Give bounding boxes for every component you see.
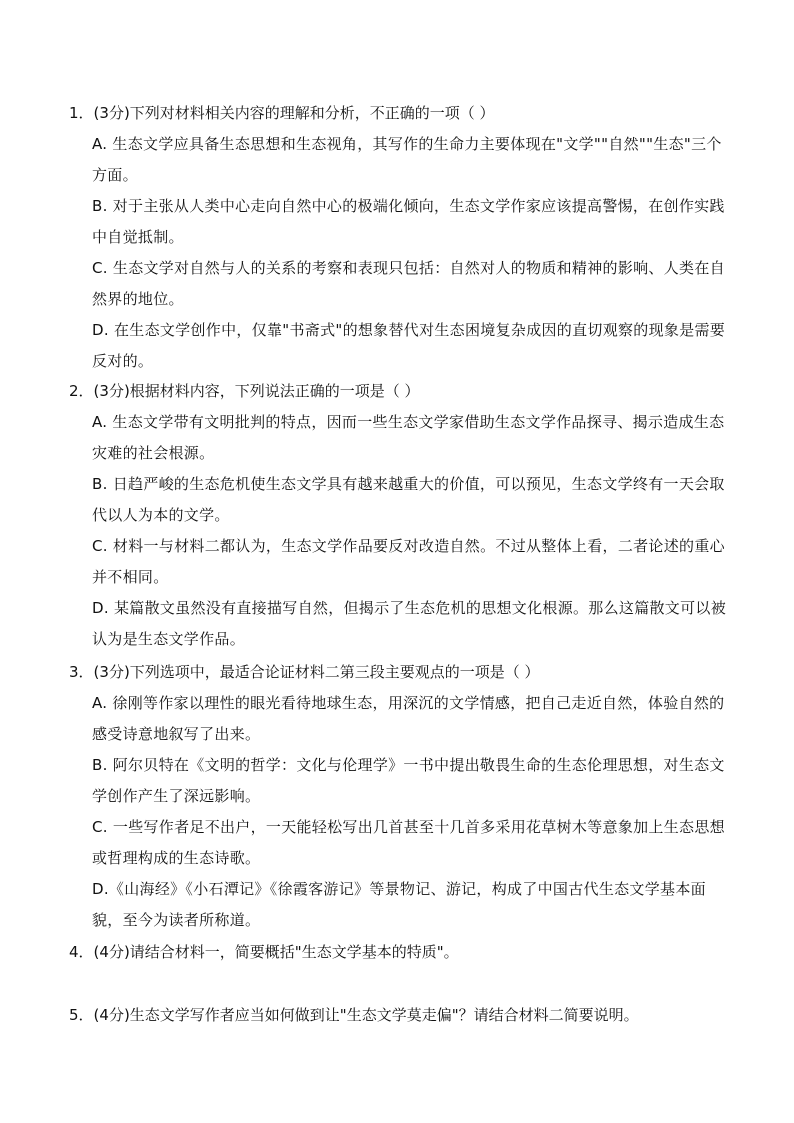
question-stem: 5．(4分)生态文学写作者应当如何做到让"生态文学莫走偏"？请结合材料二简要说明。	[69, 1006, 639, 1024]
question-stem: 2．(3分)根据材料内容，下列说法正确的一项是（ ）	[69, 382, 420, 400]
option-a: A. 徐刚等作家以理性的眼光看待地球生态，用深沉的文学情感，把自己走近自然，体验自然的感受诗意地叙写了出来。	[92, 694, 725, 743]
question-5	[69, 1000, 729, 1031]
option-b: B. 对于主张从人类中心走向自然中心的极端化倾向，生态文学作家应该提高警惕，在创作实践中自觉抵制。	[92, 197, 725, 246]
question-stem: 3．(3分)下列选项中，最适合论证材料二第三段主要观点的一项是（ ）	[69, 663, 540, 681]
option-d: D. 某篇散文虽然没有直接描写自然，但揭示了生态危机的思想文化根源。那么这篇散文可以被认为是生态文学作品。	[92, 599, 726, 648]
option-list	[69, 407, 729, 655]
option-a: A. 生态文学带有文明批判的特点，因而一些生态文学家借助生态文学作品探寻、揭示造成生态灾难的社会根源。	[92, 413, 725, 462]
option-c: C. 生态文学对自然与人的关系的考察和表现只包括：自然对人的物质和精神的影响、人类在自然界的地位。	[92, 259, 725, 308]
question-2	[69, 376, 729, 655]
question-stem: 4．(4分)请结合材料一，简要概括"生态文学基本的特质"。	[69, 943, 459, 961]
option-d: D. 在生态文学创作中，仅靠"书斋式"的想象替代对生态困境复杂成因的直切观察的现象是需要反对的。	[92, 321, 726, 370]
option-d: D.《山海经》《小石潭记》《徐霞客游记》等景物记、游记，构成了中国古代生态文学基本面貌，至今为读者所称道。	[92, 880, 706, 929]
option-list	[69, 688, 729, 936]
option-b: B. 日趋严峻的生态危机使生态文学具有越来越重大的价值，可以预见，生态文学终有一天会取代以人为本的文学。	[92, 475, 725, 524]
option-c: C. 一些写作者足不出户，一天能轻松写出几首甚至十几首多采用花草树木等意象加上生态思想或哲理构成的生态诗歌。	[92, 818, 725, 867]
option-a: A. 生态文学应具备生态思想和生态视角，其写作的生命力主要体现在"文学""自然""生态"三个方面。	[92, 135, 722, 184]
option-list	[69, 129, 729, 377]
option-c: C. 材料一与材料二都认为，生态文学作品要反对改造自然。不过从整体上看，二者论述的重心并不相同。	[92, 537, 725, 586]
question-3	[69, 657, 729, 936]
question-1	[69, 98, 729, 377]
option-b: B. 阿尔贝特在《文明的哲学：文化与伦理学》一书中提出敬畏生命的生态伦理思想，对生态文学创作产生了深远影响。	[92, 756, 725, 805]
question-stem: 1．(3分)下列对材料相关内容的理解和分析，不正确的一项（ ）	[69, 104, 495, 122]
question-4	[69, 937, 729, 968]
